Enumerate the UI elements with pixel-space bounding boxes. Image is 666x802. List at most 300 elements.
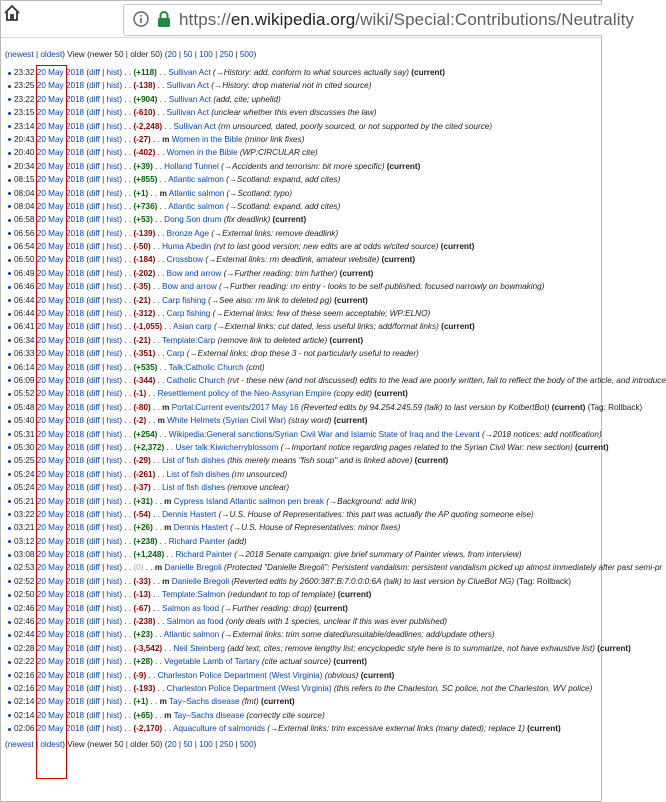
edit-date-link[interactable]: 20 May 2018: [36, 429, 85, 439]
edit-date-link[interactable]: 20 May 2018: [36, 161, 85, 171]
edit-time: 06:33: [14, 349, 37, 359]
page-title-link[interactable]: Tay–Sachs disease: [173, 710, 245, 720]
edit-date-link[interactable]: 20 May 2018: [36, 349, 85, 359]
edit-date-link[interactable]: 20 May 2018: [36, 550, 85, 560]
newest-link[interactable]: newest: [7, 50, 34, 59]
diff-link[interactable]: diff: [89, 375, 100, 385]
diff-link[interactable]: diff: [89, 509, 100, 519]
hist-link[interactable]: hist: [106, 134, 120, 144]
diff-link[interactable]: diff: [89, 255, 100, 265]
hist-link[interactable]: hist: [106, 509, 120, 519]
limit-link[interactable]: 20: [167, 50, 177, 59]
edit-date-link[interactable]: 20 May 2018: [36, 643, 85, 653]
edit-date-link[interactable]: 20 May 2018: [36, 362, 85, 372]
edit-time: 02:16: [14, 683, 37, 693]
diff-link[interactable]: diff: [89, 121, 100, 131]
page-title-link[interactable]: Talk:Catholic Church: [168, 362, 244, 372]
page-title-link[interactable]: Aquaculture of salmonids: [173, 724, 265, 734]
edit-summary: (only deals with 1 species, unclear if this was ever published): [225, 617, 448, 627]
page-title-link[interactable]: White Helmets (Syrian Civil War): [167, 416, 287, 426]
limit-link[interactable]: 100: [199, 50, 213, 59]
edit-date-link[interactable]: 20 May 2018: [36, 309, 85, 319]
byte-diff: (-402): [133, 148, 156, 158]
list-item: 05:30 20 May 2018 (diff | hist) . . (+2,372) . . User talk:Kiwicherryblossom (→Important notice regarding pages related to the Syrian Civil War: new section) (current): [5, 441, 601, 454]
page-title-link[interactable]: Template:Salmon: [161, 590, 226, 600]
minor-edit-mark: m: [162, 576, 170, 586]
list-item: 08:04 20 May 2018 (diff | hist) . . (+736) . . Atlantic salmon (→Scotland: expand, add cites): [5, 200, 601, 213]
oldest-link[interactable]: oldest: [40, 50, 63, 59]
edit-summary: (→Scotland: typo): [226, 188, 293, 198]
hist-link[interactable]: hist: [106, 148, 120, 158]
info-icon[interactable]: [133, 11, 149, 27]
page-title-link[interactable]: Dennis Hastert: [173, 523, 228, 533]
diff-link[interactable]: diff: [89, 683, 100, 693]
edit-date-link[interactable]: 20 May 2018: [36, 255, 85, 265]
diff-link[interactable]: diff: [89, 201, 100, 211]
edit-date-link[interactable]: 20 May 2018: [36, 710, 85, 720]
hist-link[interactable]: hist: [106, 697, 120, 707]
page-title-link[interactable]: Bronze Age: [166, 228, 210, 238]
edit-time: 06:14: [14, 362, 37, 372]
edit-date-link[interactable]: 20 May 2018: [36, 509, 85, 519]
limit-link[interactable]: 50: [183, 739, 193, 749]
page-title-link[interactable]: Sullivan Act: [168, 68, 211, 77]
edit-summary: (add text, cites; remove lengthy list; encyclopedic style here is to summarize, not have exhaustive list): [227, 643, 595, 653]
byte-diff: (-54): [133, 509, 151, 519]
diff-link[interactable]: diff: [89, 175, 100, 185]
page-title-link[interactable]: Tay–Sachs disease: [169, 697, 240, 707]
edit-date-link[interactable]: 20 May 2018: [36, 603, 85, 613]
edit-date-link[interactable]: 20 May 2018: [36, 657, 85, 667]
byte-diff: (-193): [133, 683, 156, 693]
limit-link[interactable]: 500: [239, 739, 254, 749]
hist-link[interactable]: hist: [106, 94, 120, 104]
edit-time: 02:22: [14, 657, 37, 667]
byte-diff: (+26): [133, 523, 153, 533]
diff-link[interactable]: diff: [89, 148, 100, 158]
hist-link[interactable]: hist: [106, 563, 120, 573]
edit-date-link[interactable]: 20 May 2018: [36, 496, 85, 506]
byte-diff: (-13): [133, 590, 151, 600]
home-icon[interactable]: [3, 4, 21, 22]
byte-diff: (-202): [133, 268, 156, 278]
hist-link[interactable]: hist: [106, 215, 120, 225]
diff-link[interactable]: diff: [89, 536, 100, 546]
edit-summary: (→External links: rm deadlink, amateur website): [205, 255, 380, 265]
edit-date-link[interactable]: 20 May 2018: [36, 201, 85, 211]
edit-summary: (→External links: few of these seem acceptable; WP:ELNO): [212, 309, 431, 319]
list-item: 05:31 20 May 2018 (diff | hist) . . (+254) . . Wikipedia:General sanctions/Syrian Civil War and Islamic State of Iraq and the Levant (→2018 notices: add notification): [5, 428, 601, 441]
edit-date-link[interactable]: 20 May 2018: [36, 335, 85, 345]
current-label: (current): [260, 697, 295, 707]
page-title-link[interactable]: Carp fishing: [166, 309, 211, 319]
diff-link[interactable]: diff: [89, 134, 100, 144]
edit-summary: (this merely means "fish soup" and is linked above): [227, 456, 413, 466]
page-title-link[interactable]: Sullivan Act: [166, 108, 209, 118]
hist-link[interactable]: hist: [106, 590, 120, 600]
edit-date-link[interactable]: 20 May 2018: [36, 683, 85, 693]
hist-link[interactable]: hist: [106, 550, 120, 560]
byte-diff: (+118): [133, 68, 157, 77]
hist-link[interactable]: hist: [106, 483, 120, 493]
list-item: 05:48 20 May 2018 (diff | hist) . . (-80) . . m Portal:Current events/2017 May 16 (Reverted edits by 94.254.245.59 (talk) to last version by KolbertBot) (current) (Tag: Rollback): [5, 401, 601, 414]
oldest-link[interactable]: oldest: [40, 739, 63, 749]
page-title-link[interactable]: Neil Steinberg: [173, 643, 225, 653]
diff-link[interactable]: diff: [89, 282, 100, 292]
list-item: 08:04 20 May 2018 (diff | hist) . . (+1) . . m Atlantic salmon (→Scotland: typo): [5, 187, 601, 200]
hist-link[interactable]: hist: [106, 724, 120, 734]
list-item: 02:53 20 May 2018 (diff | hist) . . (0) . . m Danielle Bregoli (Protected "Danielle Bregoli": Persistent vandalism: persistent vandalism picked up almost immediately after past semi-pr: [5, 561, 601, 574]
current-label: (current): [272, 215, 307, 225]
current-label: (current): [381, 255, 416, 265]
edit-date-link[interactable]: 20 May 2018: [36, 670, 85, 680]
page-title-link[interactable]: Atlantic salmon: [168, 201, 224, 211]
page-title-link[interactable]: List of fish dishes: [162, 483, 225, 493]
diff-link[interactable]: diff: [89, 108, 100, 118]
list-item: 06:44 20 May 2018 (diff | hist) . . (-21) . . Carp fishing (→See also: rm link to deleted pg) (current): [5, 294, 601, 307]
current-label: (current): [337, 590, 372, 600]
url-box[interactable]: [123, 4, 635, 36]
page-title-link[interactable]: Sullivan Act: [166, 81, 209, 91]
edit-time: 05:31: [14, 429, 37, 439]
edit-time: 23:22: [14, 94, 37, 104]
diff-link[interactable]: diff: [89, 496, 100, 506]
hist-link[interactable]: hist: [106, 188, 120, 198]
url-text[interactable]: [179, 10, 634, 30]
edit-date-link[interactable]: 20 May 2018: [36, 268, 85, 278]
diff-link[interactable]: diff: [89, 469, 100, 479]
page-title-link[interactable]: List of fish dishes: [162, 456, 225, 466]
page-title-link[interactable]: Danielle Bregoli: [164, 563, 222, 573]
page-title-link[interactable]: Vegetable Lamb of Tartary: [164, 657, 260, 667]
edit-summary: (→External links: drop these 3 - not particularly useful to reader): [186, 349, 419, 359]
page-title-link[interactable]: Dennis Hastert: [162, 509, 217, 519]
list-item: 02:28 20 May 2018 (diff | hist) . . (-3,542) . . Neil Steinberg (add text, cites; remove lengthy list; encyclopedic style here is to summarize, not have exhaustive list) (current): [5, 642, 601, 655]
hist-link[interactable]: hist: [106, 643, 120, 653]
diff-link[interactable]: diff: [89, 188, 100, 198]
diff-link[interactable]: diff: [89, 295, 100, 305]
page-title-link[interactable]: Holland Tunnel: [164, 161, 219, 171]
hist-link[interactable]: hist: [106, 161, 120, 171]
edit-time: 02:53: [14, 563, 37, 573]
hist-link[interactable]: hist: [106, 242, 120, 252]
edit-summary: (fmt): [241, 697, 259, 707]
list-item: 06:46 20 May 2018 (diff | hist) . . (-35) . . Bow and arrow (→Further reading: rm entry - looks to be self-published, focused narrowly on bowmaking): [5, 280, 601, 293]
hist-link[interactable]: hist: [106, 108, 120, 118]
diff-link[interactable]: diff: [89, 697, 100, 707]
edit-date-link[interactable]: 20 May 2018: [36, 121, 85, 131]
page-title-link[interactable]: Template:Carp: [161, 335, 216, 345]
page-title-link[interactable]: Charleston Police Department (West Virginia): [166, 683, 332, 693]
current-label: (current): [334, 295, 368, 305]
current-label: (current): [411, 68, 445, 77]
diff-link[interactable]: diff: [89, 402, 100, 412]
edit-time: 23:25: [14, 81, 37, 91]
edit-time: 08:04: [14, 201, 37, 211]
edit-date-link[interactable]: 20 May 2018: [36, 630, 85, 640]
edit-summary: (→External links: trim some dated/unsuitable/deadlines; add/update others): [221, 630, 495, 640]
edit-time: 03:08: [14, 550, 37, 560]
contributions-list: [5, 66, 666, 736]
diff-link[interactable]: diff: [89, 590, 100, 600]
page-title-link[interactable]: Atlantic salmon: [163, 630, 220, 640]
diff-link[interactable]: diff: [89, 335, 100, 345]
edit-date-link[interactable]: 20 May 2018: [36, 697, 85, 707]
edit-time: 06:34: [14, 335, 37, 345]
diff-link[interactable]: diff: [89, 576, 100, 586]
edit-date-link[interactable]: 20 May 2018: [36, 175, 85, 185]
page-title-link[interactable]: Atlantic salmon: [168, 188, 225, 198]
edit-time: 02:28: [14, 643, 37, 653]
edit-summary: (WP:CIRCULAR cite): [239, 148, 318, 158]
edit-date-link[interactable]: 20 May 2018: [36, 94, 85, 104]
byte-diff: (-9): [133, 670, 147, 680]
current-label: (current): [441, 322, 475, 332]
hist-link[interactable]: hist: [106, 309, 120, 319]
diff-link[interactable]: diff: [89, 550, 100, 560]
diff-link[interactable]: diff: [89, 81, 100, 91]
page-title-link[interactable]: Catholic Church: [166, 375, 225, 385]
edit-summary: (→See also: rm link to deleted pg): [208, 295, 332, 305]
edit-date-link[interactable]: 20 May 2018: [36, 402, 85, 412]
edit-date-link[interactable]: 20 May 2018: [36, 295, 85, 305]
edit-summary: (→Important notice regarding pages related to the Syrian Civil War: new section): [280, 442, 573, 452]
edit-date-link[interactable]: 20 May 2018: [36, 456, 85, 466]
limit-link[interactable]: 20: [167, 739, 177, 749]
hist-link[interactable]: hist: [106, 710, 120, 720]
hist-link[interactable]: hist: [106, 295, 120, 305]
byte-diff: (+65): [133, 710, 153, 720]
diff-link[interactable]: diff: [89, 161, 100, 171]
list-item: 06:33 20 May 2018 (diff | hist) . . (-351) . . Carp (→External links: drop these 3 - not particularly useful to reader): [5, 347, 601, 360]
hist-link[interactable]: hist: [106, 201, 120, 211]
byte-diff: (+23): [133, 630, 153, 640]
edit-date-link[interactable]: 20 May 2018: [36, 282, 85, 292]
edit-date-link[interactable]: 20 May 2018: [36, 469, 85, 479]
edit-time: 05:52: [14, 389, 37, 399]
diff-link[interactable]: diff: [89, 563, 100, 573]
hist-link[interactable]: hist: [106, 523, 120, 533]
hist-link[interactable]: hist: [106, 268, 120, 278]
page-title-link[interactable]: Atlantic salmon: [168, 175, 224, 185]
page-title-link[interactable]: Bow and arrow: [166, 268, 222, 278]
page-title-link[interactable]: Salmon as food: [166, 617, 224, 627]
page-title-link[interactable]: Charleston Police Department (West Virginia): [157, 670, 323, 680]
hist-link[interactable]: hist: [106, 576, 120, 586]
edit-date-link[interactable]: 20 May 2018: [36, 442, 85, 452]
diff-link[interactable]: diff: [89, 643, 100, 653]
page-title-link[interactable]: Carp fishing: [162, 295, 206, 305]
edit-date-link[interactable]: 20 May 2018: [36, 68, 85, 77]
diff-link[interactable]: diff: [89, 228, 100, 238]
diff-link[interactable]: diff: [89, 670, 100, 680]
page-title-link[interactable]: Women in the Bible: [171, 134, 243, 144]
current-label: (current): [597, 643, 631, 653]
diff-link[interactable]: diff: [89, 603, 100, 613]
hist-link[interactable]: hist: [106, 362, 120, 372]
page-title-link[interactable]: Resettlement policy of the Neo-Assyrian Empire: [157, 389, 332, 399]
edit-date-link[interactable]: 20 May 2018: [36, 536, 85, 546]
hist-link[interactable]: hist: [106, 617, 120, 627]
hist-link[interactable]: hist: [106, 335, 120, 345]
page-title-link[interactable]: Sullivan Act: [173, 121, 216, 131]
hist-link[interactable]: hist: [106, 603, 120, 613]
edit-date-link[interactable]: 20 May 2018: [36, 108, 85, 118]
list-item: 23:25 20 May 2018 (diff | hist) . . (-138) . . Sullivan Act (→History: drop material not in cited source): [5, 79, 601, 92]
diff-link[interactable]: diff: [89, 309, 100, 319]
diff-link[interactable]: diff: [89, 456, 100, 466]
edit-summary: (minor link fixes): [244, 134, 305, 144]
edit-date-link[interactable]: 20 May 2018: [36, 188, 85, 198]
diff-link[interactable]: diff: [89, 268, 100, 278]
edit-date-link[interactable]: 20 May 2018: [36, 590, 85, 600]
edit-time: 02:14: [14, 710, 37, 720]
hist-link[interactable]: hist: [106, 322, 120, 332]
hist-link[interactable]: hist: [106, 349, 120, 359]
diff-link[interactable]: diff: [89, 362, 100, 372]
hist-link[interactable]: hist: [106, 536, 120, 546]
minor-edit-mark: m: [164, 496, 172, 506]
edit-date-link[interactable]: 20 May 2018: [36, 389, 85, 399]
limit-link[interactable]: 500: [239, 50, 254, 59]
diff-link[interactable]: diff: [89, 657, 100, 667]
hist-link[interactable]: hist: [106, 442, 120, 452]
hist-link[interactable]: hist: [106, 375, 120, 385]
edit-date-link[interactable]: 20 May 2018: [36, 228, 85, 238]
diff-link[interactable]: diff: [89, 483, 100, 493]
edit-date-link[interactable]: 20 May 2018: [36, 563, 85, 573]
edit-date-link[interactable]: 20 May 2018: [36, 148, 85, 158]
hist-link[interactable]: hist: [106, 175, 120, 185]
page-title-link[interactable]: Portal:Current events/2017 May 16: [171, 402, 299, 412]
hist-link[interactable]: hist: [106, 683, 120, 693]
hist-link[interactable]: hist: [106, 469, 120, 479]
edit-time: 23:14: [14, 121, 37, 131]
page-title-link[interactable]: Asian carp: [173, 322, 212, 332]
edit-date-link[interactable]: 20 May 2018: [36, 576, 85, 586]
hist-link[interactable]: hist: [106, 228, 120, 238]
page-title-link[interactable]: Crossbow: [166, 255, 204, 265]
hist-link[interactable]: hist: [106, 496, 120, 506]
limit-link[interactable]: 100: [199, 739, 213, 749]
edit-summary: (Protected "Danielle Bregoli": Persistent vandalism: persistent vandalism picked up almost immediately after past semi-pr: [224, 563, 663, 573]
diff-link[interactable]: diff: [89, 617, 100, 627]
diff-link[interactable]: diff: [89, 416, 100, 426]
page-title-link[interactable]: Bow and arrow: [162, 282, 217, 292]
hist-link[interactable]: hist: [106, 670, 120, 680]
diff-link[interactable]: diff: [89, 215, 100, 225]
hist-link[interactable]: hist: [106, 416, 120, 426]
page-title-link[interactable]: List of fish dishes: [166, 469, 230, 479]
hist-link[interactable]: hist: [106, 121, 120, 131]
limit-link[interactable]: 50: [183, 50, 193, 59]
page-title-link[interactable]: Salmon as food: [162, 603, 220, 613]
edit-date-link[interactable]: 20 May 2018: [36, 724, 85, 734]
edit-date-link[interactable]: 20 May 2018: [36, 375, 85, 385]
page-title-link[interactable]: User talk:Kiwicherryblossom: [175, 442, 279, 452]
hist-link[interactable]: hist: [106, 389, 120, 399]
edit-date-link[interactable]: 20 May 2018: [36, 483, 85, 493]
hist-link[interactable]: hist: [106, 630, 120, 640]
edit-time: 05:48: [14, 402, 37, 412]
edit-date-link[interactable]: 20 May 2018: [36, 134, 85, 144]
hist-link[interactable]: hist: [106, 255, 120, 265]
page-title-link[interactable]: Huma Abedin: [162, 242, 212, 252]
page-title-link[interactable]: Cypress Island Atlantic salmon pen break: [173, 496, 324, 506]
edit-date-link[interactable]: 20 May 2018: [36, 416, 85, 426]
diff-link[interactable]: diff: [89, 322, 100, 332]
page-title-link[interactable]: Carp: [166, 349, 185, 359]
page-title-link[interactable]: Dong Son drum: [164, 215, 222, 225]
limit-link[interactable]: 250: [219, 50, 234, 59]
edit-summary: (→External links: trim excessive external links (many dated); replace 1): [267, 724, 525, 734]
edit-time: 06:50: [14, 255, 37, 265]
diff-link[interactable]: diff: [89, 442, 100, 452]
newest-link[interactable]: newest: [7, 739, 34, 749]
byte-diff: (-21): [133, 335, 151, 345]
diff-link[interactable]: diff: [89, 68, 100, 77]
edit-date-link[interactable]: 20 May 2018: [36, 242, 85, 252]
page-title-link[interactable]: Richard Painter: [175, 550, 232, 560]
diff-link[interactable]: diff: [89, 429, 100, 439]
diff-link[interactable]: diff: [89, 349, 100, 359]
diff-link[interactable]: diff: [89, 94, 100, 104]
list-item: 02:44 20 May 2018 (diff | hist) . . (+23) . . Atlantic salmon (→External links: trim some dated/unsuitable/deadlines; add/update others): [5, 628, 601, 641]
hist-link[interactable]: hist: [106, 429, 120, 439]
hist-link[interactable]: hist: [106, 402, 120, 412]
edit-date-link[interactable]: 20 May 2018: [36, 322, 85, 332]
byte-diff: (+535): [133, 362, 158, 372]
limit-link[interactable]: 250: [219, 739, 234, 749]
page-title-link[interactable]: Wikipedia:General sanctions/Syrian Civil War and Islamic State of Iraq and the Levant: [168, 429, 480, 439]
edit-time: 23:32: [14, 68, 37, 77]
edit-date-link[interactable]: 20 May 2018: [36, 523, 85, 533]
hist-link[interactable]: hist: [106, 81, 120, 91]
current-label: (current): [329, 335, 364, 345]
diff-link[interactable]: diff: [89, 389, 100, 399]
diff-link[interactable]: diff: [89, 523, 100, 533]
byte-diff: (+855): [133, 175, 158, 185]
page-title-link[interactable]: Women in the Bible: [166, 148, 238, 158]
minor-edit-mark: m: [159, 188, 167, 198]
edit-date-link[interactable]: 20 May 2018: [36, 81, 85, 91]
page-title-link[interactable]: Sullivan Act: [168, 94, 212, 104]
byte-diff: (-2,170): [133, 724, 163, 734]
page-title-link[interactable]: Richard Painter: [168, 536, 226, 546]
byte-diff: (0): [133, 563, 144, 573]
edit-date-link[interactable]: 20 May 2018: [36, 215, 85, 225]
hist-link[interactable]: hist: [106, 68, 120, 77]
diff-link[interactable]: diff: [89, 710, 100, 720]
list-item: 23:22 20 May 2018 (diff | hist) . . (+904) . . Sullivan Act (add, cite; uphelid): [5, 93, 601, 106]
page-title-link[interactable]: Danielle Bregoli: [171, 576, 230, 586]
byte-diff: (-67): [133, 603, 151, 613]
edit-summary: (→Scotland: expand, add cites): [226, 175, 341, 185]
hist-link[interactable]: hist: [106, 657, 120, 667]
url-domain: en.wikipedia.org: [230, 10, 356, 29]
diff-link[interactable]: diff: [89, 724, 100, 734]
edit-time: 06:44: [14, 309, 37, 319]
list-item: 02:06 20 May 2018 (diff | hist) . . (-2,170) . . Aquaculture of salmonids (→External links: trim excessive external links (many dated); replace 1) (current): [5, 722, 601, 735]
hist-link[interactable]: hist: [106, 456, 120, 466]
edit-tag: (Tag: Rollback): [516, 576, 571, 586]
hist-link[interactable]: hist: [106, 282, 120, 292]
edit-date-link[interactable]: 20 May 2018: [36, 617, 85, 627]
byte-diff: (+1): [133, 188, 149, 198]
diff-link[interactable]: diff: [89, 242, 100, 252]
current-label: (current): [440, 242, 475, 252]
diff-link[interactable]: diff: [89, 630, 100, 640]
